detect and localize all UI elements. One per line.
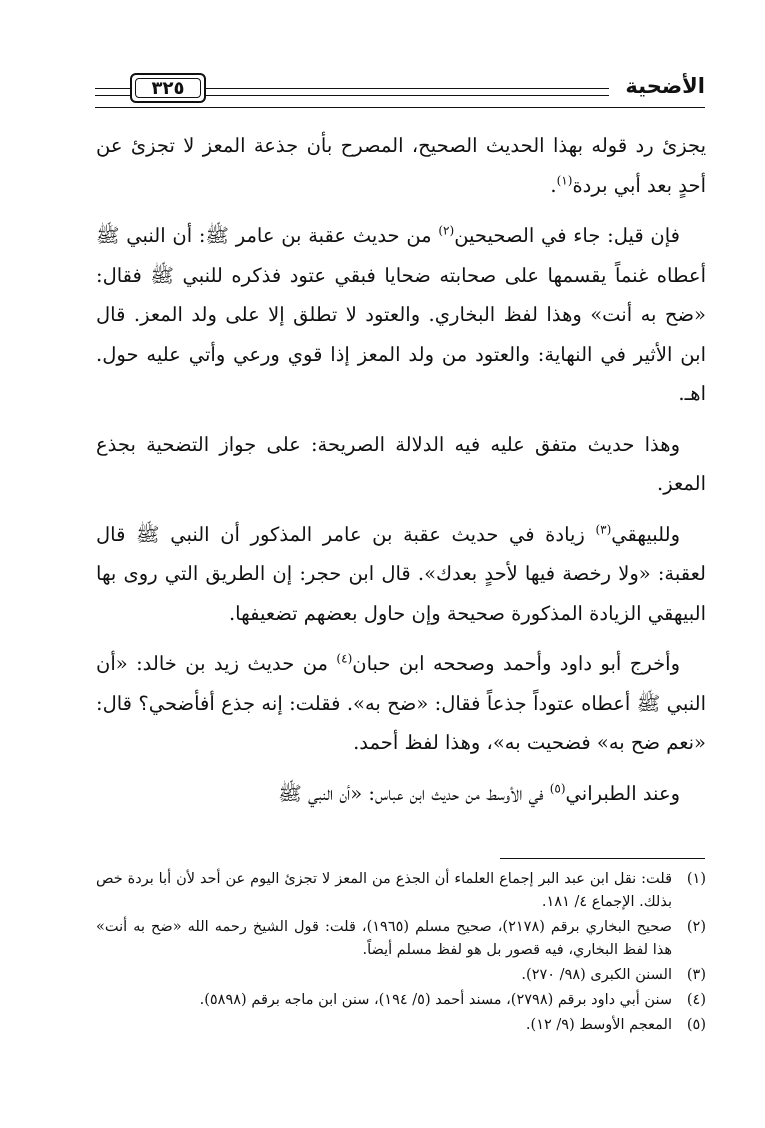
footnote-number: (١) (686, 871, 706, 887)
footnote (96, 868, 706, 914)
header-rule-right (206, 88, 609, 96)
header-underline (95, 107, 705, 108)
paragraph: فإن قيل: جاء في الصحيحين$^{(٢)}$ من حديث عقبة بن عامر ﷺ: أن النبي ﷺ أعطاه غنماً يقسمها على صحابته ضحايا فبقي عتود فذكره للنبي ﷺ فقال: «ضح به أنت» وهذا لفظ البخاري. والعتود لا تطلق إلا على ولد المعز. قال ابن الأثير في النهاية: والعتود من ولد المعز إذا قوي ورعي وأتي عليه حول. اهـ. (96, 223, 706, 405)
page-header (95, 70, 705, 130)
footnote-number: (٤) (686, 992, 706, 1008)
footnote-ref: (٤) (336, 651, 353, 666)
footnote (96, 964, 706, 987)
footnote-text: قلت: نقل ابن عبد البر إجماع العلماء أن الجذع من المعز لا تجزئ اليوم عن أحد لأن أبا بردة خص بذلك. الإجماع ٤/ ١٨١. (96, 871, 672, 910)
footnotes (96, 868, 706, 1039)
footnote-number: (٣) (686, 967, 706, 983)
footnote-ref: (٥) (549, 781, 566, 795)
paragraph: وللبيهقي$^{(٣)}$ زيادة في حديث عقبة بن عامر المذكور أن النبي ﷺ قال لعقبة: «ولا رخصة فيها لأحدٍ بعدك». قال ابن حجر: إن الطريق التي روى بها البيهقي الزيادة المذكورة صحيحة وإن حاول بعضهم تضعيفها. (96, 522, 706, 625)
paragraph: يجزئ رد قوله بهذا الحديث الصحيح، المصرح بأن جذعة المعز لا تجزئ عن أحدٍ بعد أبي بردة$^{(١)}$. (96, 134, 706, 197)
footnote (96, 916, 706, 962)
footnote-text: المعجم الأوسط (٩/ ١٢). (525, 1017, 672, 1033)
page-number-text: ٣٢٥ (151, 77, 185, 99)
footnote-text: صحيح البخاري برقم (٢١٧٨)، صحيح مسلم (١٩٦٥)، قلت: قول الشيخ رحمه الله «ضح به أنت» هذا لفظ البخاري، فيه قصور بل هو لفظ مسلم أيضاً. (96, 919, 672, 958)
page-number (130, 73, 206, 103)
footnote (96, 1014, 706, 1037)
footnote-text: السنن الكبرى (٩٨/ ٢٧٠). (521, 967, 672, 983)
header-rule-left (95, 88, 130, 96)
paragraph: وعند الطبراني$^{(٥)}$ في الأوسط من حديث ابن عباس: «أن النبي ﷺ (278, 781, 680, 805)
paragraph: وهذا حديث متفق عليه فيه الدلالة الصريحة: على جواز التضحية بجذع المعز. (96, 432, 706, 495)
running-title: الأضحية (625, 74, 705, 98)
footnote-number: (٥) (686, 1017, 706, 1033)
footnote-ref: (١) (556, 173, 573, 187)
main-text (96, 126, 706, 824)
footnote-ref: (٣) (595, 522, 612, 536)
footnote (96, 989, 706, 1012)
footnote-ref: (٢) (438, 223, 455, 238)
footnote-text: سنن أبي داود برقم (٢٧٩٨)، مسند أحمد (٥/ ١٩٤)، سنن ابن ماجه برقم (٥٨٩٨). (199, 992, 672, 1008)
footnote-number: (٢) (686, 919, 706, 935)
footnote-separator (500, 858, 705, 859)
paragraph: وأخرج أبو داود وأحمد وصححه ابن حبان$^{(٤)}$ من حديث زيد بن خالد: «أن النبي ﷺ أعطاه عتوداً جذعاً فقال: «ضح به». فقلت: إنه جذع أفأضحي؟ قال: «نعم ضح به» فضحيت به»، وهذا لفظ أحمد. (96, 651, 706, 754)
